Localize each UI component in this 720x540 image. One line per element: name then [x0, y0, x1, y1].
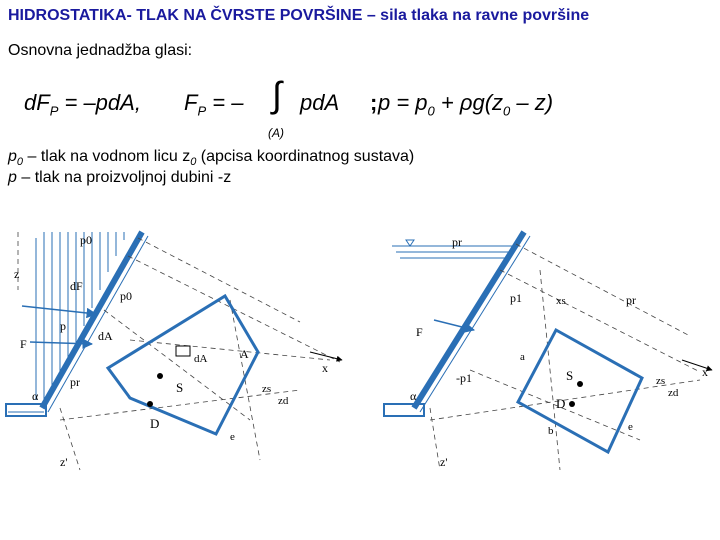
label-x-right: x: [702, 365, 708, 379]
label-pr-top: pr: [452, 235, 462, 249]
label-S-right: S: [566, 368, 574, 383]
eq-part3: $p = p_0 + \rho g(z_0 - z)$: [378, 90, 554, 119]
label-pr-side: pr: [626, 293, 636, 307]
definition-p: p – tlak na proizvoljnoj dubini -z: [8, 169, 232, 186]
label-alpha-left: α: [32, 389, 39, 403]
label-zd-left: zd: [278, 395, 289, 407]
label-p0-top: p0: [80, 233, 92, 247]
label-zprime-right: z': [440, 455, 448, 469]
label-D-right: D: [556, 396, 566, 411]
label-p0-mid: p0: [120, 289, 132, 303]
definition-p0: $p_0$ – tlak na vodnom licu $z_0$ (apcisa koordinatnog sustava): [8, 148, 415, 169]
label-z-axis: z: [14, 267, 20, 281]
x-axis-left: [310, 352, 342, 360]
label-alpha-right: α: [410, 389, 417, 403]
centroid-right: [577, 381, 583, 387]
pressure-centre-right: [569, 401, 575, 407]
left-figure: [6, 232, 342, 470]
label-F: F: [20, 337, 27, 351]
centroid-left: [157, 373, 163, 379]
label-p: p: [60, 319, 66, 333]
eq-part2: $F_P$ = –: [184, 90, 244, 119]
label-b: b: [548, 425, 554, 437]
area-left-shape: [108, 296, 258, 434]
label-xs: xs: [556, 295, 566, 307]
label-pr: pr: [70, 375, 80, 389]
force-arrow-dF: [22, 306, 96, 314]
eq-integrand: pdA: [300, 90, 340, 115]
intro-text: Osnovna jednadžba glasi:: [8, 42, 193, 59]
label-S-left: S: [176, 380, 184, 395]
label-p1: p1: [510, 291, 522, 305]
area-right-rectangle: [518, 330, 642, 452]
label-e-right: e: [628, 421, 633, 433]
integral-limit: (A): [268, 126, 284, 140]
inclined-wall-right: [384, 232, 530, 416]
integral-sign: ∫: [272, 74, 282, 115]
label-D-left: D: [150, 416, 160, 431]
label-zd-right: zd: [668, 387, 679, 399]
eq-part1: $dF_P = -pdA$,: [24, 90, 141, 119]
label-zs-left: zs: [262, 383, 272, 395]
label-F-right: F: [416, 325, 423, 339]
label-e-left: e: [230, 431, 235, 443]
label-A: A: [240, 347, 249, 361]
left-dash-lines: [18, 232, 340, 470]
label-zs-right: zs: [656, 375, 666, 387]
pressure-centre-left: [147, 401, 153, 407]
label-dF: dF: [70, 279, 83, 293]
label-a: a: [520, 351, 525, 363]
label-p1-low: -p1: [456, 371, 472, 385]
slide-title: HIDROSTATIKA- TLAK NA ČVRSTE POVRŠINE – sila tlaka na ravne površine: [8, 7, 590, 24]
label-dA-right: dA: [194, 353, 208, 365]
label-x-left: x: [322, 361, 328, 375]
label-dA: dA: [98, 329, 113, 343]
pressure-hatching: [36, 232, 124, 400]
area-element-dA: [176, 346, 190, 356]
label-zprime-left: z': [60, 455, 68, 469]
eq-separator: ;: [370, 90, 378, 115]
right-dash-lines: [430, 244, 700, 470]
right-figure: [384, 232, 712, 470]
